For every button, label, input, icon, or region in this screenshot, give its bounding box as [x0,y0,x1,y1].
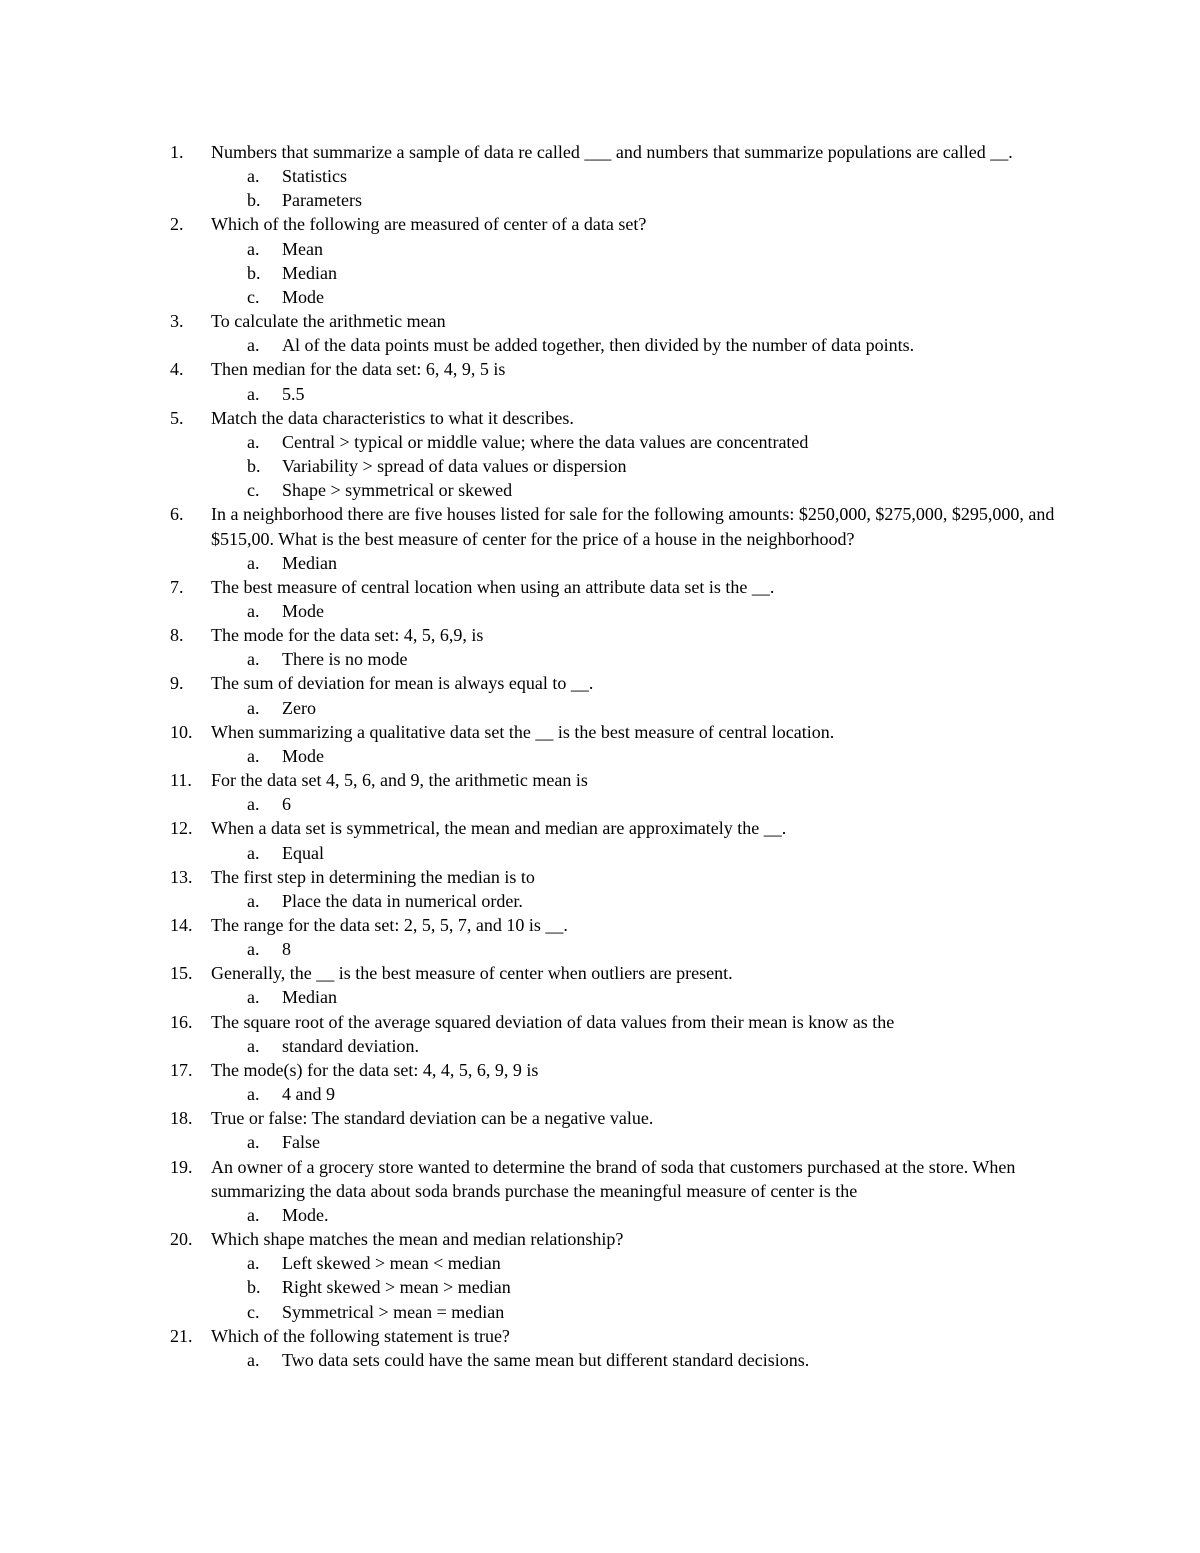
answer-text: Central > typical or middle value; where the data values are concentrated [282,431,809,452]
answer-letter: a. [247,939,260,960]
answer-item [170,1034,1070,1058]
answer-item [170,430,1070,454]
question-text: For the data set 4, 5, 6, and 9, the arithmetic mean is [211,770,588,791]
answer-item [170,937,1070,961]
answer-text: Median [282,262,337,283]
answer-list [170,333,1070,357]
answer-text: Shape > symmetrical or skewed [282,480,513,501]
question-item [170,212,1070,309]
answer-item [170,551,1070,575]
answer-item [170,237,1070,261]
answer-item [170,285,1070,309]
answer-letter: c. [247,480,260,501]
question-text: The best measure of central location when using an attribute data set is the __. [211,576,775,597]
question-number: 8. [170,625,184,646]
answer-item [170,382,1070,406]
question-text: To calculate the arithmetic mean [211,311,446,332]
question-number: 18. [170,1108,193,1129]
answer-item [170,1300,1070,1324]
answer-letter: a. [247,552,260,573]
answer-letter: a. [247,1253,260,1274]
answer-item [170,841,1070,865]
question-text: The range for the data set: 2, 5, 5, 7, and 10 is __. [211,915,568,935]
answer-list [170,382,1070,406]
question-text: Which of the following statement is true? [211,1325,510,1346]
answer-letter: a. [247,745,260,766]
question-number: 20. [170,1229,193,1250]
answer-text: Left skewed > mean < median [282,1253,501,1274]
answer-letter: a. [247,238,260,259]
question-text: The mode(s) for the data set: 4, 4, 5, 6, 9, 9 is [211,1059,539,1080]
question-number: 5. [170,407,184,428]
answer-text: 5.5 [282,383,305,404]
answer-item [170,696,1070,720]
answer-list [170,744,1070,768]
question-number: 15. [170,963,193,984]
question-item [170,913,1070,961]
answer-item [170,454,1070,478]
answer-list [170,599,1070,623]
answer-list [170,1203,1070,1227]
question-number: 2. [170,214,184,235]
question-item [170,768,1070,816]
answer-letter: a. [247,794,260,815]
question-item [170,1058,1070,1106]
question-number: 19. [170,1156,193,1177]
answer-letter: b. [247,262,261,283]
answer-text: Median [282,987,337,1008]
answer-list [170,889,1070,913]
answer-item [170,333,1070,357]
answer-letter: a. [247,987,260,1008]
answer-letter: a. [247,1204,260,1225]
answer-text: Al of the data points must be added together, then divided by the number of data points. [282,335,915,356]
answer-text: standard deviation. [282,1035,419,1056]
question-text: An owner of a grocery store wanted to determine the brand of soda that customers purchased at the store. When summarizing the data about soda brands purchase the meaningful measure of center is the [211,1156,1016,1201]
answer-list [170,1034,1070,1058]
answer-letter: a. [247,697,260,718]
answer-letter: b. [247,190,261,211]
question-number: 9. [170,673,184,694]
question-item [170,575,1070,623]
answer-text: Variability > spread of data values or dispersion [282,456,627,477]
question-text: When a data set is symmetrical, the mean and median are approximately the __. [211,818,787,839]
question-item [170,309,1070,357]
question-text: Generally, the __ is the best measure of center when outliers are present. [211,963,733,984]
answer-text: False [282,1132,320,1153]
question-item [170,1106,1070,1154]
answer-item [170,647,1070,671]
question-item [170,671,1070,719]
answer-text: Mode [282,600,324,621]
question-item [170,865,1070,913]
answer-text: Median [282,552,337,573]
question-item [170,406,1070,503]
question-item [170,1155,1070,1227]
answer-letter: a. [247,431,260,452]
answer-letter: a. [247,383,260,404]
answer-text: Right skewed > mean > median [282,1277,511,1298]
answer-letter: a. [247,1035,260,1056]
answer-letter: c. [247,286,260,307]
answer-text: There is no mode [282,649,408,670]
answer-list [170,1130,1070,1154]
answer-letter: a. [247,600,260,621]
answer-text: Mode [282,745,324,766]
answer-text: 6 [282,794,291,815]
answer-list [170,430,1070,502]
answer-list [170,1082,1070,1106]
answer-text: 4 and 9 [282,1084,335,1105]
question-text: Which shape matches the mean and median relationship? [211,1229,624,1250]
question-text: The square root of the average squared deviation of data values from their mean is know as the [211,1011,895,1032]
answer-list [170,1348,1070,1372]
question-text: The mode for the data set: 4, 5, 6,9, is [211,625,484,646]
answer-text: Mean [282,238,323,259]
question-number: 14. [170,915,193,935]
question-text: Then median for the data set: 6, 4, 9, 5 is [211,359,506,380]
answer-text: Place the data in numerical order. [282,890,523,911]
question-number: 16. [170,1011,193,1032]
question-text: The sum of deviation for mean is always equal to __. [211,673,594,694]
question-item [170,502,1070,574]
answer-list [170,792,1070,816]
answer-item [170,985,1070,1009]
answer-item [170,1082,1070,1106]
answer-item [170,1275,1070,1299]
answer-letter: b. [247,1277,261,1298]
answer-item [170,478,1070,502]
answer-letter: a. [247,1349,260,1370]
question-number: 3. [170,311,184,332]
question-number: 7. [170,576,184,597]
answer-letter: c. [247,1301,260,1322]
answer-letter: a. [247,1132,260,1153]
answer-item [170,599,1070,623]
question-number: 21. [170,1325,193,1346]
answer-text: Parameters [282,190,362,211]
answer-item [170,261,1070,285]
question-number: 17. [170,1059,193,1080]
answer-item [170,1348,1070,1372]
answer-item [170,1130,1070,1154]
answer-list [170,164,1070,212]
question-text: Match the data characteristics to what it describes. [211,407,574,428]
answer-list [170,937,1070,961]
answer-text: 8 [282,939,291,960]
answer-item [170,164,1070,188]
answer-letter: a. [247,842,260,863]
question-item [170,1010,1070,1058]
question-text: True or false: The standard deviation can be a negative value. [211,1108,654,1129]
question-item [170,1324,1070,1372]
answer-letter: a. [247,335,260,356]
question-number: 6. [170,504,184,525]
answer-text: Zero [282,697,316,718]
question-number: 4. [170,359,184,380]
answer-text: Two data sets could have the same mean but different standard decisions. [282,1349,810,1370]
question-text: When summarizing a qualitative data set the __ is the best measure of central location. [211,721,835,742]
answer-text: Mode [282,286,324,307]
answer-list [170,985,1070,1009]
answer-letter: a. [247,1084,260,1105]
question-item [170,720,1070,768]
answer-list [170,647,1070,671]
answer-text: Equal [282,842,324,863]
question-number: 11. [170,770,192,791]
question-item [170,816,1070,864]
answer-item [170,1203,1070,1227]
answer-text: Mode. [282,1204,329,1225]
question-item [170,357,1070,405]
answer-item [170,1251,1070,1275]
answer-list [170,1251,1070,1323]
question-number: 1. [170,142,184,162]
answer-list [170,237,1070,309]
answer-item [170,889,1070,913]
answer-letter: b. [247,456,261,477]
question-number: 12. [170,818,193,839]
answer-letter: a. [247,890,260,911]
answer-text: Symmetrical > mean = median [282,1301,505,1322]
answer-item [170,792,1070,816]
question-list [170,140,1070,1372]
question-text: Which of the following are measured of center of a data set? [211,214,647,235]
question-text: The first step in determining the median is to [211,866,535,887]
question-number: 13. [170,866,193,887]
answer-letter: a. [247,649,260,670]
question-text: In a neighborhood there are five houses listed for sale for the following amounts: $250,000, $275,000, $295,000, and $515,00. What is the best measure of center for the price of a house in the neighborhood? [211,504,1055,549]
answer-item [170,188,1070,212]
answer-list [170,696,1070,720]
answer-list [170,551,1070,575]
answer-text: Statistics [282,166,348,187]
question-item [170,140,1070,212]
question-item [170,1227,1070,1324]
answer-list [170,841,1070,865]
question-number: 10. [170,721,193,742]
question-item [170,623,1070,671]
question-item [170,961,1070,1009]
answer-item [170,744,1070,768]
answer-letter: a. [247,166,260,187]
question-text: Numbers that summarize a sample of data re called ___ and numbers that summarize populations are called __. [211,142,1013,162]
